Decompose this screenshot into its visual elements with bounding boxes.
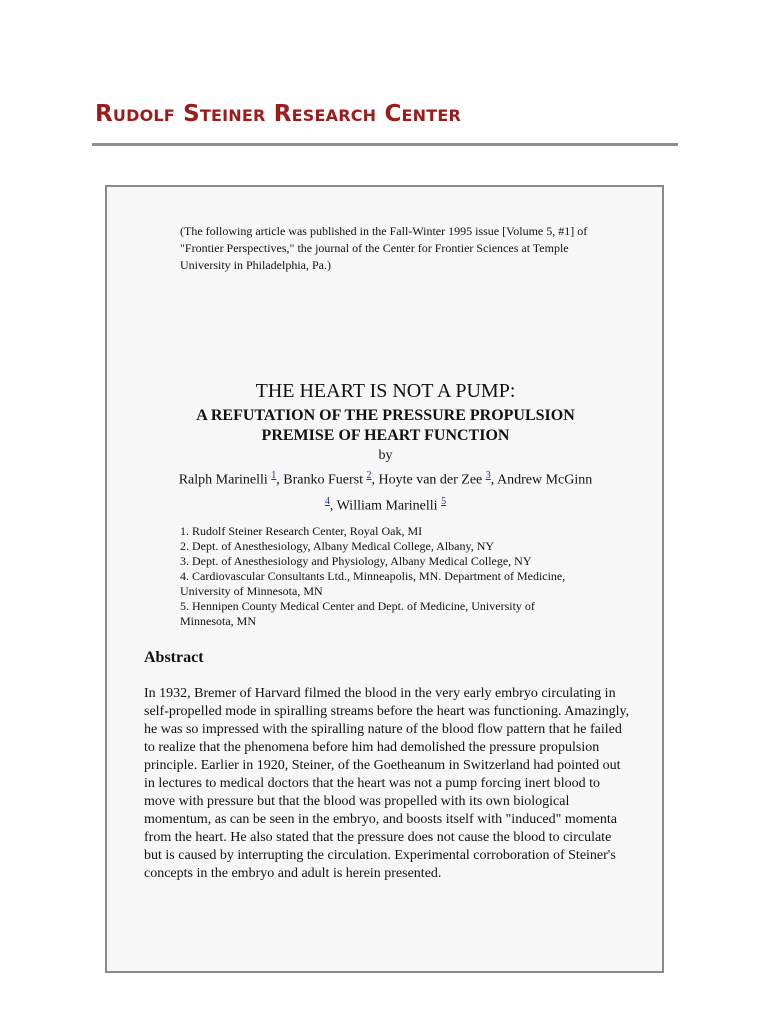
- footnote-link[interactable]: 2: [366, 470, 372, 481]
- author-name: William Marinelli: [336, 498, 438, 514]
- author-name: Branko Fuerst: [283, 472, 363, 488]
- affiliation-item: 2. Dept. of Anesthesiology, Albany Medical College, Albany, NY: [180, 539, 495, 553]
- abstract-heading: Abstract: [144, 649, 204, 666]
- footnote-link[interactable]: 4: [324, 495, 330, 507]
- footnote-link[interactable]: 5: [441, 495, 447, 507]
- affiliation-item: 5. Hennipen County Medical Center and Dept. of Medicine, University of Minnesota, MN: [180, 599, 535, 628]
- article-container: [105, 185, 664, 973]
- publication-note: (The following article was published in the Fall-Winter 1995 issue [Volume 5, #1] of "Frontier Perspectives," the journal of the Center for Frontier Sciences at Temple University in Philadelphia, Pa.): [180, 224, 588, 272]
- by-line: by: [378, 448, 393, 463]
- footnote-link[interactable]: 1: [271, 470, 277, 481]
- article-title: THE HEART IS NOT A PUMP:: [255, 380, 516, 402]
- author-separator: ,: [490, 472, 498, 488]
- affiliation-list: [180, 524, 580, 629]
- author-separator: ,: [276, 472, 284, 488]
- author-name: Hoyte van der Zee: [378, 472, 483, 488]
- subtitle-line-2: PREMISE OF HEART FUNCTION: [261, 427, 510, 444]
- affiliation-item: 3. Dept. of Anesthesiology and Physiology, Albany Medical College, NY: [180, 554, 532, 568]
- subtitle-line-1: A REFUTATION OF THE PRESSURE PROPULSION: [196, 407, 575, 424]
- article-subtitle: [107, 406, 664, 446]
- affiliation-item: 1. Rudolf Steiner Research Center, Royal Oak, MI: [180, 524, 423, 538]
- author-list: [147, 465, 624, 516]
- author-name: Andrew McGinn: [497, 472, 593, 488]
- abstract-text: In 1932, Bremer of Harvard filmed the blood in the very early embryo circulating in self-propelled mode in spiralling streams before the heart was functioning. Amazingly, he was so impressed with the spiralling nature of the blood flow pattern that he failed to realize that the phenomena before him had demolished the pressure propulsion principle. Earlier in 1920, Steiner, of the Goetheanum in Switzerland had pointed out in lectures to medical doctors that the heart was not a pump forcing inert blood to move with pressure but that the blood was propelled with its own biological momentum, as can be seen in the embryo, and boosts itself with "induced" momenta from the heart. He also stated that the pressure does not cause the blood to circulate but is caused by interrupting the circulation. Experimental corroboration of Steiner's concepts in the embryo and adult is herein presented.: [144, 686, 630, 881]
- author-separator: ,: [329, 498, 337, 514]
- affiliation-item: 4. Cardiovascular Consultants Ltd., Minneapolis, MN. Department of Medicine, University of Minnesota, MN: [180, 569, 566, 598]
- site-title: Rudolf Steiner Research Center: [95, 101, 462, 127]
- footnote-link[interactable]: 3: [485, 470, 491, 481]
- header-divider: [92, 143, 678, 146]
- author-name: Ralph Marinelli: [178, 472, 268, 488]
- author-separator: ,: [371, 472, 379, 488]
